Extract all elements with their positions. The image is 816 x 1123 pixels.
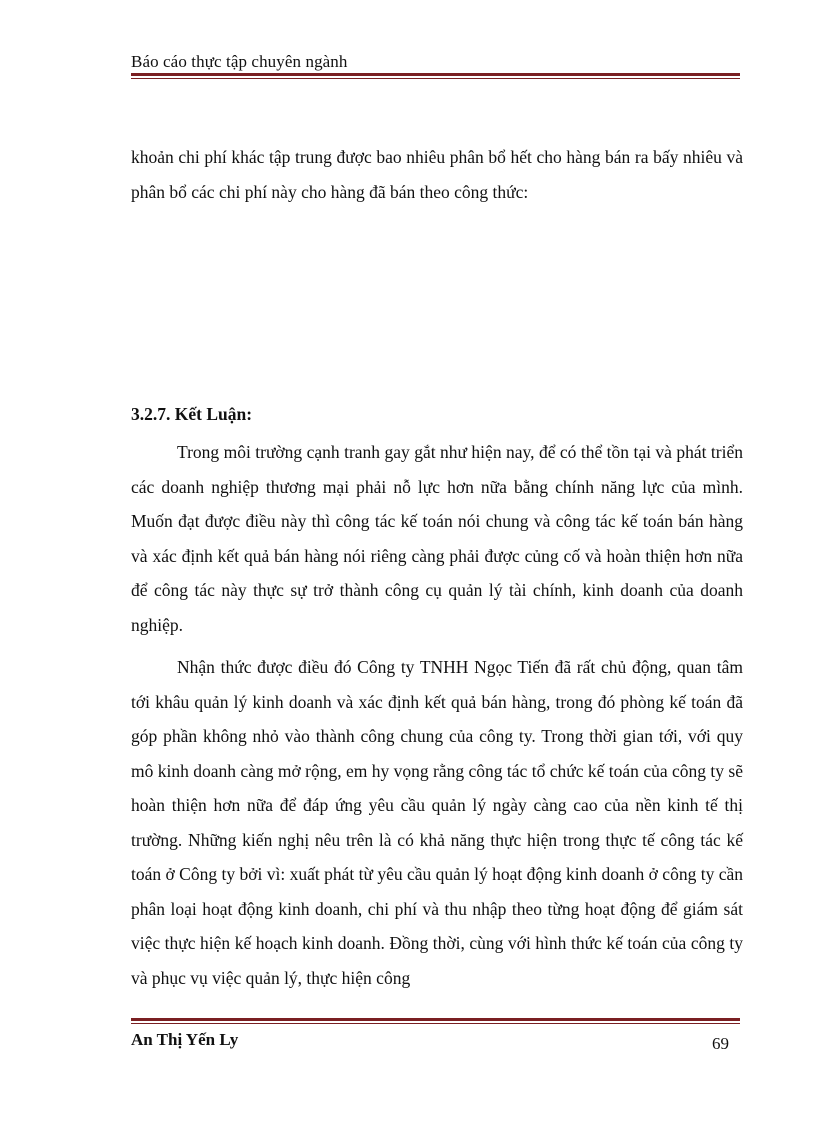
conclusion-paragraph-2: Nhận thức được điều đó Công ty TNHH Ngọc Tiến đã rất chủ động, quan tâm tới khâu quản lý kinh doanh và xác định kết quả bán hàng, trong đó phòng kế toán đã góp phần không nhỏ vào thành công chung của công ty. Trong thời gian tới, với quy mô kinh doanh càng mở rộng, em hy vọng rằng công tác tổ chức kế toán của công ty sẽ hoàn thiện hơn nữa để đáp ứng yêu cầu quản lý ngày càng cao của nền kinh tế thị trường. Những kiến nghị nêu trên là có khả năng thực hiện trong thực tế công tác kế toán ở Công ty bởi vì: xuất phát từ yêu cầu quản lý hoạt động kinh doanh ở công ty cần phân loại hoạt động kinh doanh, chi phí và thu nhập theo từng hoạt động để giám sát việc thực hiện kế hoạch kinh doanh. Đồng thời, cùng với hình thức kế toán của công ty và phục vụ việc quản lý, thực hiện công bbox=[131, 657, 743, 988]
page-number: 69 bbox=[712, 1034, 729, 1053]
footer-author: An Thị Yến Ly bbox=[131, 1030, 239, 1049]
section-heading: 3.2.7. Kết Luận: bbox=[131, 404, 253, 424]
conclusion-paragraph-1: Trong môi trường cạnh tranh gay gắt như hiện nay, để có thể tồn tại và phát triển các doanh nghiệp thương mại phải nỗ lực hơn nữa bằng chính năng lực của mình. Muốn đạt được điều này thì công tác kế toán nói chung và công tác kế toán bán hàng và xác định kết quả bán hàng nói riêng càng phải được củng cố và hoàn thiện hơn nữa để công tác này thực sự trở thành công cụ quản lý tài chính, kinh doanh của doanh nghiệp. bbox=[131, 442, 743, 635]
header-divider bbox=[131, 73, 740, 79]
page-header-title: Báo cáo thực tập chuyên ngành bbox=[131, 52, 348, 71]
footer-divider bbox=[131, 1018, 740, 1024]
intro-paragraph: khoản chi phí khác tập trung được bao nhiêu phân bổ hết cho hàng bán ra bấy nhiêu và phân bổ các chi phí này cho hàng đã bán theo công thức: bbox=[131, 147, 743, 202]
